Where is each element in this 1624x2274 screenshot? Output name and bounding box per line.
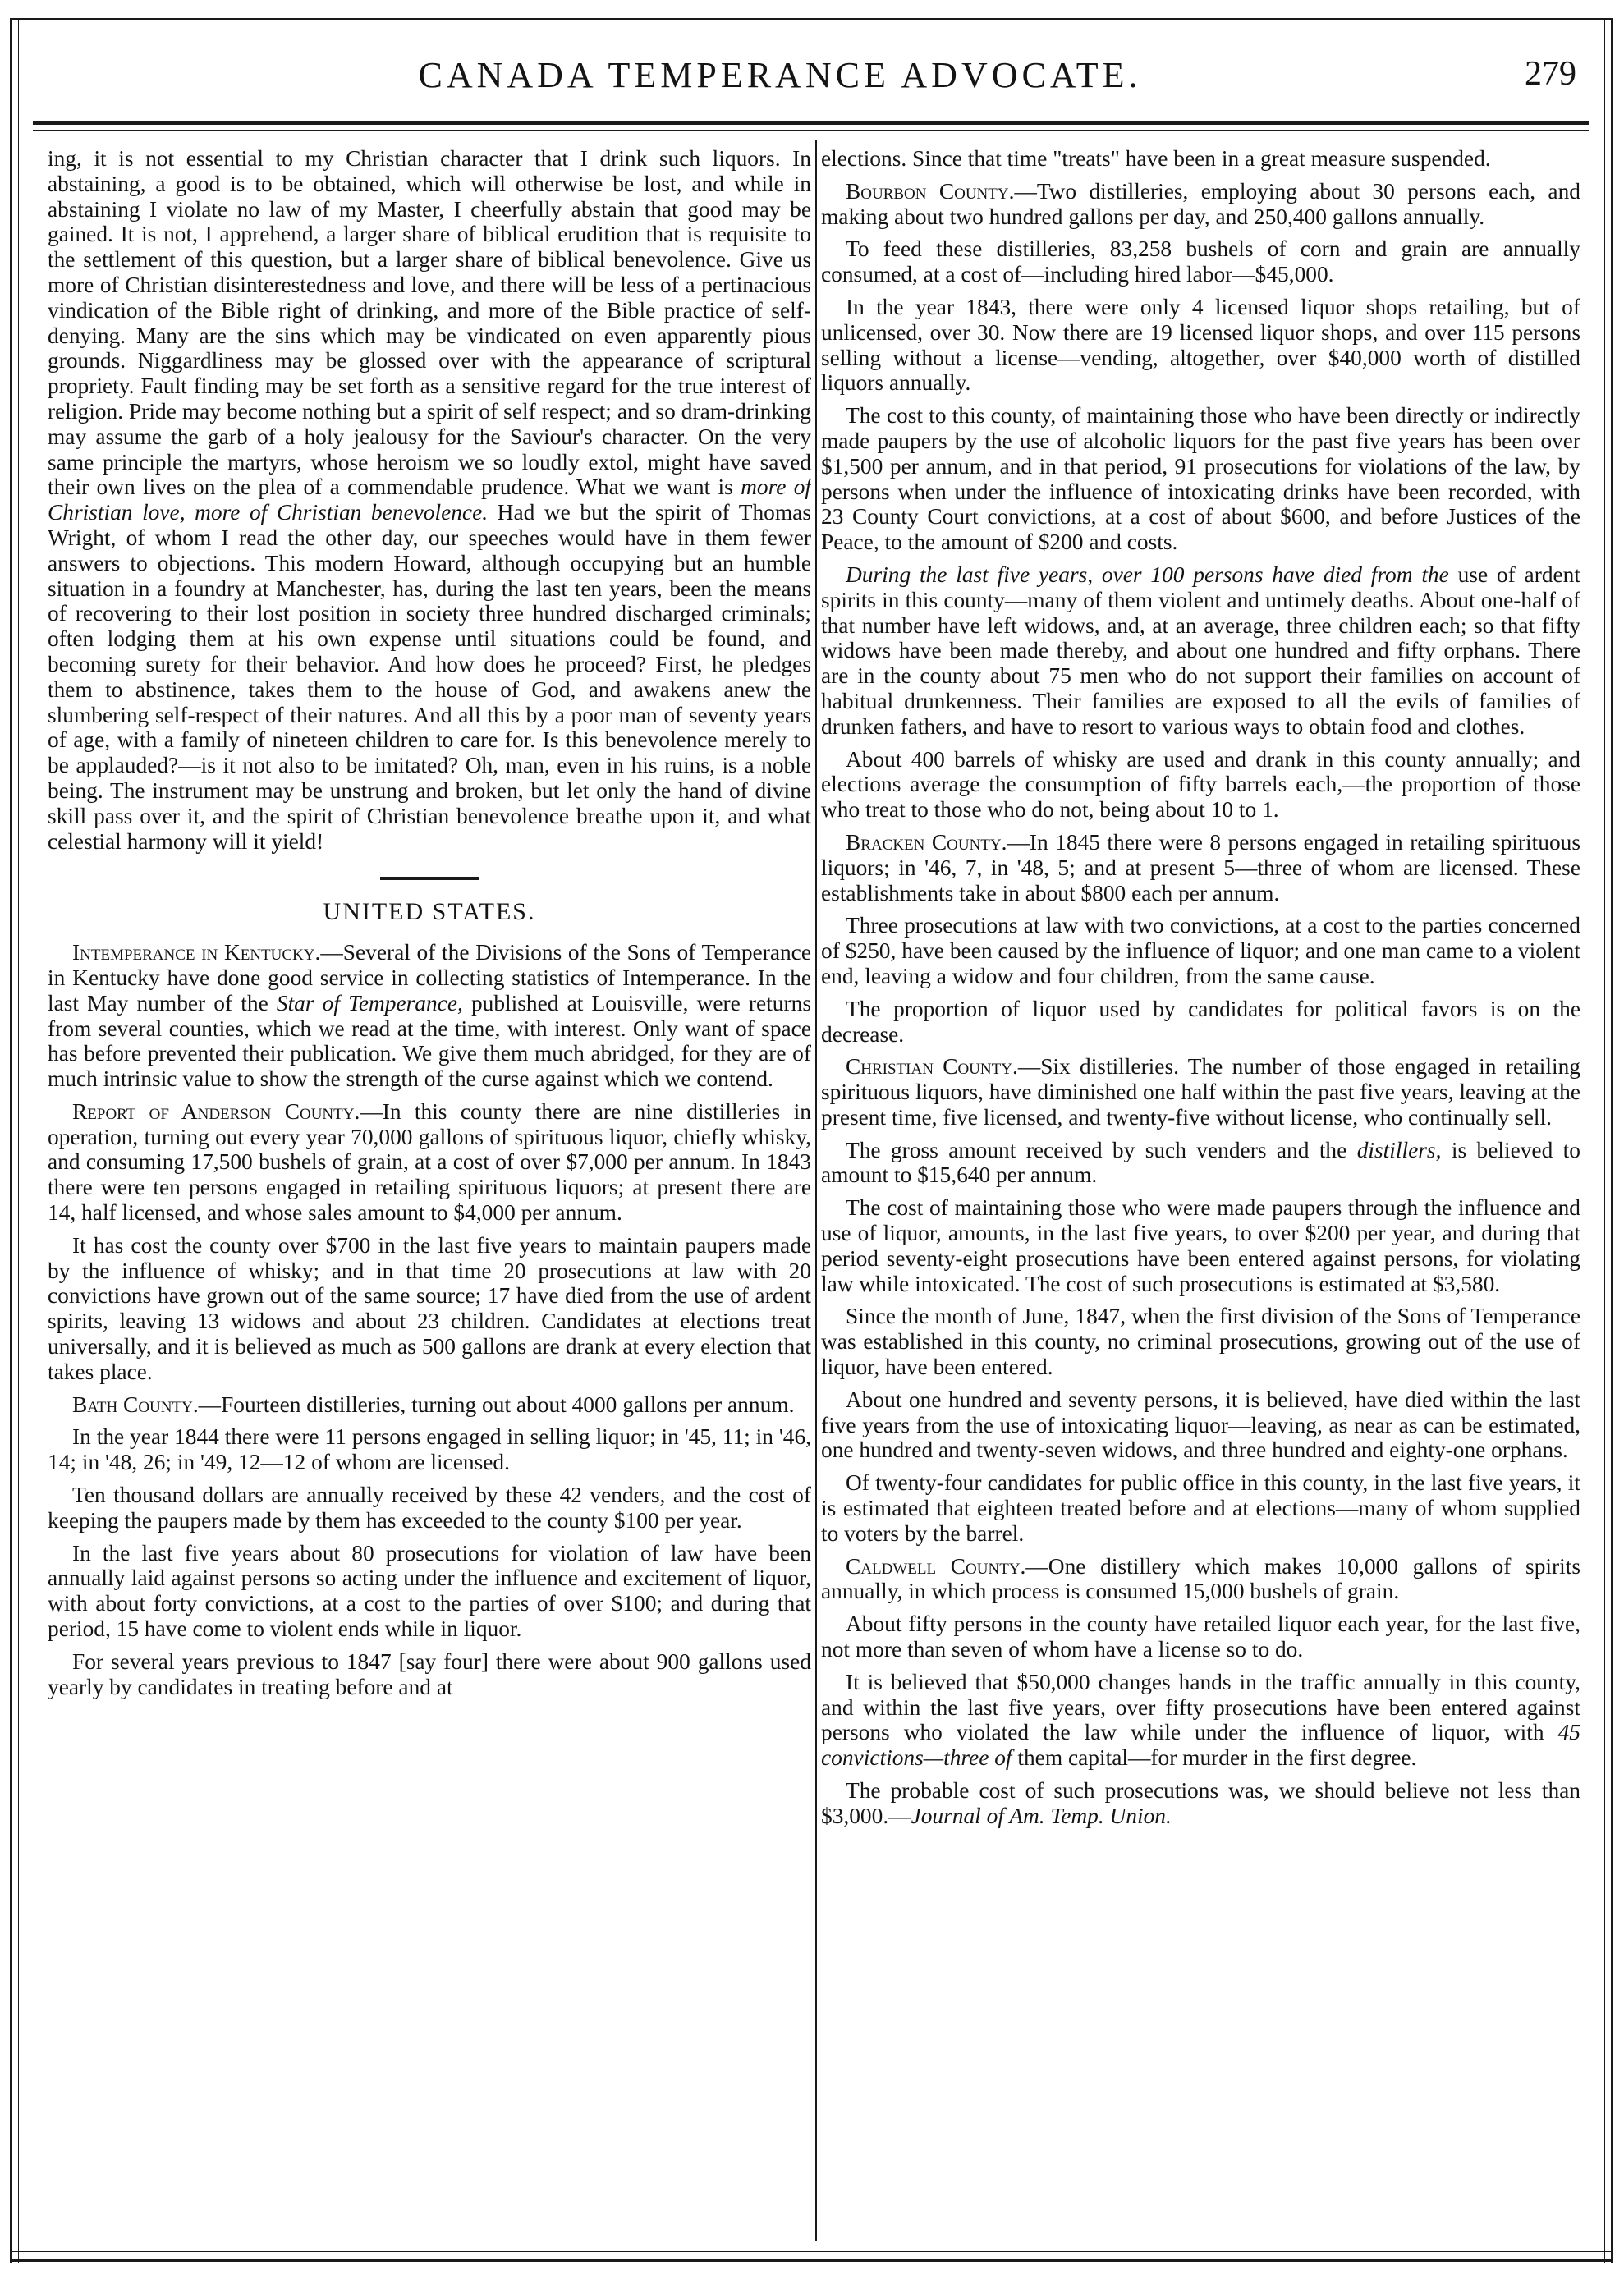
page-number: 279 bbox=[1525, 55, 1576, 93]
paragraph: Intemperance in Kentucky.—Several of the Divisions of the Sons of Temperance in Kentucky have done good service in collecting statistics of Intemperance. In the last May number of the Star of Temperance, published at Louisville, were returns from several counties, which we read at the time, with interest. Only want of space has before prevented their publication. We give them much abridged, for they are of much intrinsic value to show the strength of the curse against which we contend. bbox=[48, 940, 811, 1092]
border-bottom-inner bbox=[10, 2251, 1613, 2252]
border-left-inner bbox=[18, 18, 19, 2263]
paragraph: In the last five years about 80 prosecutions for violation of law have been annually laid against persons so acting under the influence and excitement of liquor, with about forty convictions, at a cost to the parties of over $100; and during that period, 15 have come to violent ends while in liquor. bbox=[48, 1540, 811, 1642]
paragraph: Caldwell County.—One distillery which makes 10,000 gallons of spirits annually, in which process is consumed 15,000 bushels of grain. bbox=[821, 1553, 1580, 1604]
paragraph: It has cost the county over $700 in the last five years to maintain paupers made by the influence of whisky; and in that time 20 prosecutions at law with 20 convictions have grown out of the same source; 17 have died from the use of ardent spirits, leaving 13 widows and about 23 children. Candidates at elections treat universally, and it is believed as much as 500 gallons are drank at every election that takes place. bbox=[48, 1232, 811, 1384]
paragraph: Three prosecutions at law with two convictions, at a cost to the parties concerned of $250, have been caused by the influence of liquor; and one man came to a violent end, leaving a widow and four children, from the same cause. bbox=[821, 913, 1580, 988]
paragraph: The proportion of liquor used by candidates for political favors is on the decrease. bbox=[821, 996, 1580, 1047]
left-column bbox=[48, 146, 811, 2231]
paragraph: Of twenty-four candidates for public office in this county, in the last five years, it is estimated that eighteen treated before and at elections—many of whom supplied to voters by the barrel. bbox=[821, 1470, 1580, 1546]
paragraph: For several years previous to 1847 [say four] there were about 900 gallons used yearly by candidates in treating before and at bbox=[48, 1648, 811, 1699]
paragraph: About one hundred and seventy persons, it is believed, have died within the last five years from the use of intoxicating liquor—leaving, as near as can be estimated, one hundred and twenty-seven widows, and three hundred and eighty-one orphans. bbox=[821, 1387, 1580, 1463]
paragraph: To feed these distilleries, 83,258 bushels of corn and grain are annually consumed, at a cost of—including hired labor—$45,000. bbox=[821, 236, 1580, 287]
border-right-inner bbox=[1604, 18, 1605, 2263]
paragraph: The cost of maintaining those who were made paupers through the influence and use of liquor, amounts, in the last five years, to over $200 per year, and during that period seventy-eight prosecutions have been entered against persons, for violating law while intoxicated. The cost of such prosecutions is estimated at $3,580. bbox=[821, 1195, 1580, 1296]
paragraph: Since the month of June, 1847, when the first division of the Sons of Temperance was established in this county, no criminal prosecutions, growing out of the use of liquor, have been entered. bbox=[821, 1304, 1580, 1380]
paragraph: In the year 1843, there were only 4 licensed liquor shops retailing, but of unlicensed, over 30. Now there are 19 licensed liquor shops, and over 115 persons selling without a license—vending, altogether, over $40,000 worth of distilled liquors annually. bbox=[821, 294, 1580, 396]
paragraph: During the last five years, over 100 persons have died from the use of ardent spirits in this county—many of them violent and untimely deaths. About one-half of that number have left widows, and, at an average, three children each; so that fifty widows have been made thereby, and about one hundred and fifty orphans. There are in the county about 75 men who do not support their families on account of habitual drunkenness. Their families are exposed to all the evils of families of drunken fathers, and have to resort to various ways to obtain food and clothes. bbox=[821, 562, 1580, 739]
paragraph: Christian County.—Six distilleries. The number of those engaged in retailing spirituous liquors, have diminished one half within the past five years, leaving at the present time, five licensed, and twenty-five without license, who continually sell. bbox=[821, 1054, 1580, 1130]
paragraph: Bath County.—Fourteen distilleries, turning out about 4000 gallons per annum. bbox=[72, 1391, 795, 1417]
paragraph: In the year 1844 there were 11 persons engaged in selling liquor; in '45, 11; in '46, 14; in '48, 26; in '49, 12—12 of whom are licensed. bbox=[48, 1424, 811, 1475]
paragraph: The cost to this county, of maintaining those who have been directly or indirectly made paupers by the use of alcoholic liquors for the past five years has been over $1,500 per annum, and in that period, 91 prosecutions for violations of the law, by persons when under the influence of intoxicating drinks have been recorded, with 23 County Court convictions, at a cost of about $600, and before Justices of the Peace, to the amount of $200 and costs. bbox=[821, 403, 1580, 555]
header-rule-thick bbox=[33, 121, 1589, 125]
paragraph: About fifty persons in the county have retailed liquor each year, for the last five, not more than seven of whom have a license so to do. bbox=[821, 1612, 1580, 1662]
section-heading: UNITED STATES. bbox=[323, 898, 536, 926]
header-rule-thin bbox=[33, 130, 1589, 131]
border-right-outer bbox=[1611, 18, 1613, 2263]
paragraph: The gross amount received by such venders and the distillers, is believed to amount to $15,640 per annum. bbox=[821, 1137, 1580, 1188]
paragraph: Bracken County.—In 1845 there were 8 persons engaged in retailing spirituous liquors; in '46, 7, in '48, 5; and at present 5—three of whom are licensed. These establishments take in about $800 each per annum. bbox=[821, 829, 1580, 905]
paragraph: elections. Since that time "treats" have been in a great measure suspended. bbox=[821, 146, 1491, 171]
border-top bbox=[10, 18, 1613, 20]
section-divider bbox=[380, 877, 479, 880]
paragraph: Ten thousand dollars are annually received by these 42 venders, and the cost of keeping the paupers made by them has exceeded to the county $100 per year. bbox=[48, 1483, 811, 1533]
right-column bbox=[821, 146, 1580, 2248]
paragraph: The probable cost of such prosecutions was, we should believe not less than $3,000.—Journal of Am. Temp. Union. bbox=[821, 1778, 1580, 1828]
border-left-outer bbox=[10, 18, 12, 2263]
column-divider bbox=[815, 140, 817, 2241]
paragraph: Report of Anderson County.—In this county there are nine distilleries in operation, turning out every year 70,000 gallons of spirituous liquor, chiefly whisky, and consuming 17,500 bushels of grain, at a cost of over $7,000 per annum. In 1843 there were ten persons engaged in retailing spirituous liquors; at present there are 14, half licensed, and whose sales amount to $4,000 per annum. bbox=[48, 1098, 811, 1226]
paragraph: It is believed that $50,000 changes hands in the traffic annually in this county, and within the last five years, over fifty prosecutions have been entered against persons who violated the law while under the influence of liquor, with 45 convictions—three of them capital—for murder in the first degree. bbox=[821, 1669, 1580, 1771]
paragraph: About 400 barrels of whisky are used and drank in this county annually; and elections average the consumption of fifty barrels each,—the proportion of those who treat to those who do not, being about 10 to 1. bbox=[821, 746, 1580, 823]
paragraph: Bourbon County.—Two distilleries, employing about 30 persons each, and making about two hundred gallons per day, and 250,400 gallons annually. bbox=[821, 178, 1580, 229]
border-bottom-outer bbox=[10, 2259, 1613, 2262]
running-header-title: CANADA TEMPERANCE ADVOCATE. bbox=[418, 55, 1142, 95]
paragraph: ing, it is not essential to my Christian character that I drink such liquors. In abstaining, a good is to be obtained, which will otherwise be lost, and while in abstaining I violate no law of my Master, I cheerfully abstain that good may be gained. It is not, I apprehend, a larger share of biblical erudition that is requisite to the settlement of this question, but a larger share of biblical benevolence. Give us more of Christian disinterestedness and love, and there will be less of a pertinacious vindication of the Bible right of drinking, and more of the Bible practice of self-denying. Many are the sins which may be vindicated on even apparently pious grounds. Niggardliness may be glossed over with the appearance of scriptural propriety. Fault finding may be set forth as a sensitive regard for the true interest of religion. Pride may become nothing but a spirit of self respect; and so dram-drinking may assume the garb of a holy jealousy for the Saviour's character. On the very same principle the martyrs, whose heroism we so loudly extol, might have saved their own lives on the plea of a commendable prudence. What we want is more of Christian love, more of Christian benevolence. Had we but the spirit of Thomas Wright, of whom I read the other day, our speeches would have in them fewer answers to objections. This modern Howard, although occupying but an humble situation in a foundry at Manchester, has, during the last ten years, been the means of recovering to their lost position in society three hundred discharged criminals; often lodging them at his own expense until situations could be found, and becoming surety for their behavior. And how does he proceed? First, he pledges them to abstinence, takes them to the house of God, and awakens anew the slumbering self-respect of their natures. And all this by a poor man of seventy years of age, with a family of nineteen children to care for. Is this benevolence merely to be applauded?—is it not also to be imitated? Oh, man, even in his ruins, is a noble being. The instrument may be unstrung and broken, but let only the hand of divine skill pass over it, and the spirit of Christian benevolence breathe upon it, and what celestial harmony will it yield! bbox=[48, 146, 811, 854]
